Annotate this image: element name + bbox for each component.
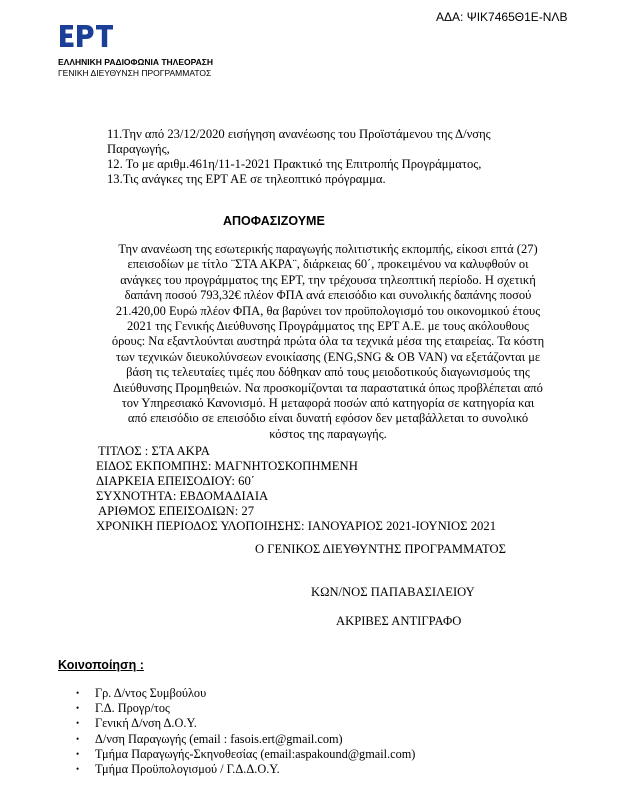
decision-line: τον Υπηρεσιακό Κανονισμό. Η μεταφορά ποσών από κατηγορία σε κατηγορία και <box>121 396 535 411</box>
decision-line: δαπάνη ποσού 793,32€ πλέον ΦΠΑ ανά επεισόδιο και συνολικής δαπάνης ποσού <box>124 288 532 303</box>
consideration-11: 11.Την από 23/12/2020 εισήγηση ανανέωσης του Προϊστάμενου της Δ/νσης <box>107 127 491 141</box>
organization-name: ΕΛΛΗΝΙΚΗ ΡΑΔΙΟΦΩΝΙΑ ΤΗΛΕΟΡΑΣΗ <box>58 57 214 67</box>
decision-line: κόστος της παραγωγής. <box>269 426 387 441</box>
cc-heading: Κοινοποίηση : <box>58 658 144 672</box>
decision-line: Την ανανέωση της εσωτερικής παραγωγής πολιτιστικής εκπομπής, είκοσι επτά (27) <box>118 242 538 256</box>
ert-logo-mark <box>58 22 116 50</box>
detail-period: ΧΡΟΝΙΚΗ ΠΕΡΙΟΔΟΣ ΥΛΟΠΟΙΗΣΗΣ: ΙΑΝΟΥΑΡΙΟΣ 2021-ΙΟΥΝΙΟΣ 2021 <box>96 519 497 533</box>
decision-line: από επεισόδιο σε επεισόδιο είναι δυνατή εφόσον δεν μεταβάλλεται το συνολικό <box>127 411 529 426</box>
decision-line: 21.420,00 Ευρώ πλέον ΦΠΑ, θα βαρύνει τον προϋπολογισμό του οικονομικού έτους <box>115 303 541 318</box>
detail-title: ΤΙΤΛΟΣ : ΣΤΑ ΑΚΡΑ <box>98 444 210 458</box>
decision-line: των τεχνικών διευκολύνσεων ενοικίασης (ENG,SNG & OB VAN) να εξετάζονται με <box>115 349 541 364</box>
department-name: ΓΕΝΙΚΗ ΔΙΕΥΘΥΝΣΗ ΠΡΟΓΡΑΜΜΑΤΟΣ <box>58 68 212 78</box>
decision-line: όρους: Να εξαντλούνται αυστηρά πρώτα όλα τα τεχνικά μέσα της εταιρείας. Τα κόστη <box>111 334 545 349</box>
cc-list-item: • Δ/νση Παραγωγής (email : fasois.ert@gmail.com) <box>58 732 415 747</box>
signature-name: ΚΩΝ/ΝΟΣ ΠΑΠΑΒΑΣΙΛΕΙΟΥ <box>311 585 475 599</box>
signature-role: Ο ΓΕΝΙΚΟΣ ΔΙΕΥΘΥΝΤΗΣ ΠΡΟΓΡΑΜΜΑΤΟΣ <box>255 542 506 556</box>
cc-list <box>58 686 415 777</box>
cc-list-item: • Γ.Δ. Προγρ/τος <box>58 701 415 716</box>
decision-heading: ΑΠΟΦΑΣΙΖΟΥΜΕ <box>223 214 325 228</box>
consideration-11-cont: Παραγωγής, <box>107 142 170 156</box>
cc-list-item: • Γρ. Δ/ντος Συμβούλου <box>58 686 415 701</box>
detail-duration: ΔΙΑΡΚΕΙΑ ΕΠΕΙΣΟΔΙΟΥ: 60΄ <box>96 474 256 488</box>
certified-copy-note: ΑΚΡΙΒΕΣ ΑΝΤΙΓΡΑΦΟ <box>336 614 462 628</box>
decision-line: βάση τις τελευταίες τιμές που δόθηκαν από τους μειοδοτικούς διαγωνισμούς της <box>126 365 530 380</box>
cc-list-item: • Τμήμα Παραγωγής-Σκηνοθεσίας (email:aspakound@gmail.com) <box>58 747 415 762</box>
cc-list-item: • Γενική Δ/νση Δ.Ο.Υ. <box>58 716 415 731</box>
ada-code: ΑΔΑ: ΨΙΚ7465Θ1Ε-ΝΛΒ <box>436 10 568 24</box>
detail-frequency: ΣΥΧΝΟΤΗΤΑ: ΕΒΔΟΜΑΔΙΑΙΑ <box>96 489 269 503</box>
detail-type: ΕΙΔΟΣ ΕΚΠΟΜΠΗΣ: ΜΑΓΝΗΤΟΣΚΟΠΗΜΕΝΗ <box>96 459 358 473</box>
decision-line: επεισοδίων με τίτλο ¨ΣΤΑ ΑΚΡΑ¨, διάρκειας 60΄, προκειμένου να καλυφθούν οι <box>127 257 529 272</box>
decision-line: Διεύθυνσης Προμηθειών. Να προσκομίζονται τα παραστατικά όπως προβλέπεται από <box>113 380 543 395</box>
decision-line: ανάγκες του προγράμματος της ΕΡΤ, την τρέχουσα τηλεοπτική περίοδο. Η σχετική <box>120 272 536 287</box>
decision-line: 2021 της Γενικής Διεύθυνσης Προγράμματος της ΕΡΤ Α.Ε. με τους ακόλουθους <box>126 319 530 334</box>
consideration-13: 13.Τις ανάγκες της ΕΡΤ ΑΕ σε τηλεοπτικό πρόγραμμα. <box>107 172 386 186</box>
detail-episodes: ΑΡΙΘΜΟΣ ΕΠΕΙΣΟΔΙΩΝ: 27 <box>98 504 255 518</box>
decision-paragraph <box>98 242 558 442</box>
cc-list-item: • Τμήμα Προϋπολογισμού / Γ.Δ.Δ.Ο.Υ. <box>58 762 415 777</box>
consideration-12: 12. Το με αριθμ.461η/11-1-2021 Πρακτικό της Επιτροπής Προγράμματος, <box>107 157 482 171</box>
ert-logo <box>58 22 116 50</box>
